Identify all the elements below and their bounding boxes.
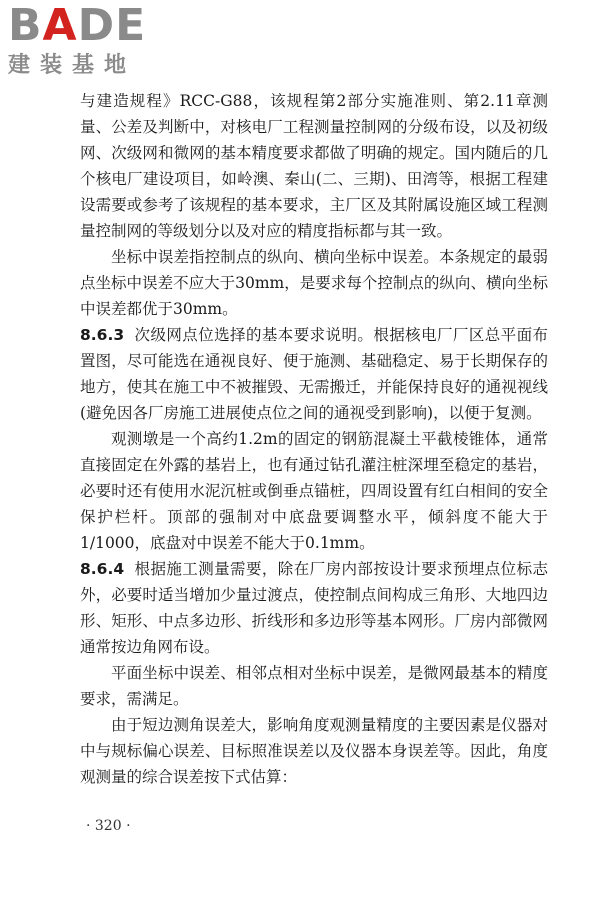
section-number: 8.6.4: [80, 560, 125, 578]
section-number: 8.6.3: [80, 326, 125, 344]
paragraph-text: 坐标中误差指控制点的纵向、横向坐标中误差。本条规定的最弱点坐标中误差不应大于30mm，是要求每个控制点的纵向、横向坐标中误差都优于30mm。: [80, 248, 548, 318]
document-body: [80, 88, 548, 790]
paragraph-text: 由于短边测角误差大，影响角度观测量精度的主要因素是仪器对中与规标偏心误差、目标照准误差以及仪器本身误差等。因此，角度观测量的综合误差按下式估算：: [80, 716, 548, 786]
paragraph: [80, 712, 548, 790]
paragraph-text: 观测墩是一个高约1.2m的固定的钢筋混凝土平截棱锥体，通常直接固定在外露的基岩上，也有通过钻孔灌注桩深埋至稳定的基岩，必要时还有使用水泥沉桩或倒垂点锚桩，四周设置有红白相间的安全保护栏杆。顶部的强制对中底盘要调整水平，倾斜度不能大于1/1000，底盘对中误差不能大于0.1mm。: [80, 430, 548, 552]
paragraph-text: 与建造规程》RCC-G88，该规程第2部分实施准则、第2.11章测量、公差及判断中，对核电厂工程测量控制网的分级布设，以及初级网、次级网和微网的基本精度要求都做了明确的规定。国内随后的几个核电厂建设项目，如岭澳、秦山(二、三期)、田湾等，根据工程建设需要或参考了该规程的基本要求，主厂区及其附属设施区域工程测量控制网的等级划分以及对应的精度指标都与其一致。: [80, 92, 548, 240]
paragraph-text: 根据施工测量需要，除在厂房内部按设计要求预埋点位标志外，必要时适当增加少量过渡点，使控制点间构成三角形、大地四边形、矩形、中点多边形、折线形和多边形等基本网形。厂房内部微网通常按边角网布设。: [80, 560, 548, 656]
logo-subtitle: 建装基地: [8, 53, 137, 78]
bade-logo: [8, 0, 183, 86]
logo-letters-de: DE: [77, 0, 147, 51]
section-paragraph: [80, 556, 548, 660]
section-paragraph: [80, 322, 548, 426]
paragraph: [80, 426, 548, 556]
paragraph-continuation: [80, 88, 548, 244]
logo-wordmark: [8, 0, 183, 51]
paragraph-text: 平面坐标中误差、相邻点相对坐标中误差，是微网最基本的精度要求，需满足。: [80, 664, 548, 708]
paragraph-text: 次级网点位选择的基本要求说明。根据核电厂厂区总平面布置图，尽可能选在通视良好、便于施测、基础稳定、易于长期保存的地方，使其在施工中不被摧毁、无需搬迁，并能保持良好的通视视线(避免因各厂房施工进展使点位之间的通视受到影响)，以便于复测。: [80, 326, 548, 422]
paragraph: [80, 244, 548, 322]
logo-letter-a-accent: A: [42, 0, 78, 51]
paragraph: [80, 660, 548, 712]
page-number: · 320 ·: [86, 818, 131, 834]
logo-letter-b: B: [8, 0, 43, 51]
